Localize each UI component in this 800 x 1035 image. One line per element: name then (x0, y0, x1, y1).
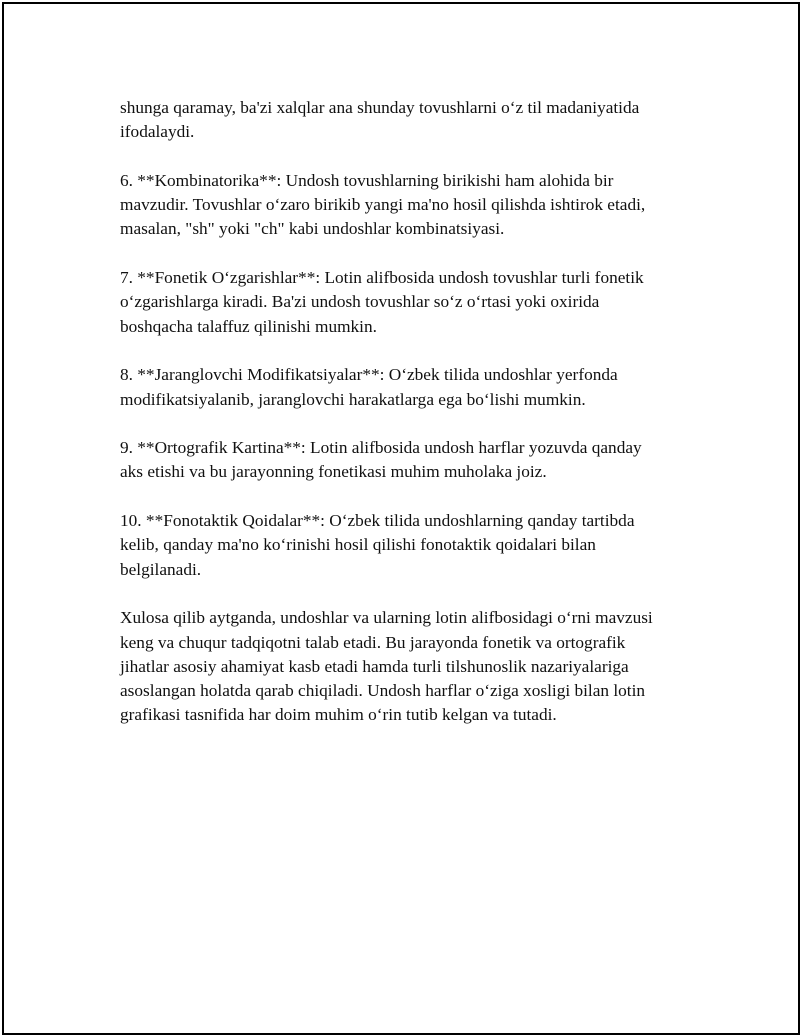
text-line: asoslangan holatda qarab chiqiladi. Undosh harflar o‘ziga xosligi bilan lotin (120, 681, 646, 701)
text-line: mavzudir. Tovushlar o‘zaro birikib yangi ma'no hosil qilishda ishtirok etadi, (120, 195, 646, 215)
text-line: o‘zgarishlarga kiradi. Ba'zi undosh tovushlar so‘z o‘rtasi yoki oxirida (120, 292, 600, 312)
text-line: shunga qaramay, ba'zi xalqlar ana shunday tovushlarni o‘z til madaniyatida (120, 98, 640, 117)
text-line: 7. **Fonetik O‘zgarishlar**: Lotin alifbosida undosh tovushlar turli fonetik (120, 268, 644, 288)
text-line: 8. **Jaranglovchi Modifikatsiyalar**: O‘zbek tilida undoshlar yerfonda (120, 365, 618, 385)
text-line: grafikasi tasnifida har doim muhim o‘rin tutib kelgan va tutadi. (120, 705, 557, 725)
text-line: kelib, qanday ma'no ko‘rinishi hosil qilishi fonotaktik qoidalari bilan (120, 535, 596, 555)
text-line: 6. **Kombinatorika**: Undosh tovushlarning birikishi ham alohida bir (120, 170, 614, 190)
document-page (2, 2, 800, 1035)
paragraph-conclusion (120, 606, 690, 727)
text-line: ifodalaydi. (120, 122, 195, 142)
list-item-10 (120, 509, 690, 582)
list-item-6 (120, 169, 690, 242)
text-line: masalan, "sh" yoki "ch" kabi undoshlar kombinatsiyasi. (120, 219, 505, 239)
text-line: aks etishi va bu jarayonning fonetikasi muhim muholaka joiz. (120, 462, 547, 482)
text-line: Xulosa qilib aytganda, undoshlar va ularning lotin alifbosidagi o‘rni mavzusi (120, 608, 653, 628)
text-line: boshqacha talaffuz qilinishi mumkin. (120, 316, 377, 336)
text-line: belgilanadi. (120, 559, 202, 579)
list-item-9 (120, 436, 690, 485)
text-line: 9. **Ortografik Kartina**: Lotin alifbosida undosh harflar yozuvda qanday (120, 438, 642, 458)
document-body (120, 96, 690, 752)
text-line: modifikatsiyalanib, jaranglovchi harakatlarga ega bo‘lishi mumkin. (120, 389, 586, 409)
text-line: 10. **Fonotaktik Qoidalar**: O‘zbek tilida undoshlarning qanday tartibda (120, 511, 635, 531)
list-item-7 (120, 266, 690, 339)
text-line: jihatlar asosiy ahamiyat kasb etadi hamda turli tilshunoslik nazariyalariga (120, 656, 629, 676)
list-item-8 (120, 363, 690, 412)
text-line: keng va chuqur tadqiqotni talab etadi. Bu jarayonda fonetik va ortografik (120, 632, 626, 652)
paragraph-intro (120, 96, 690, 145)
